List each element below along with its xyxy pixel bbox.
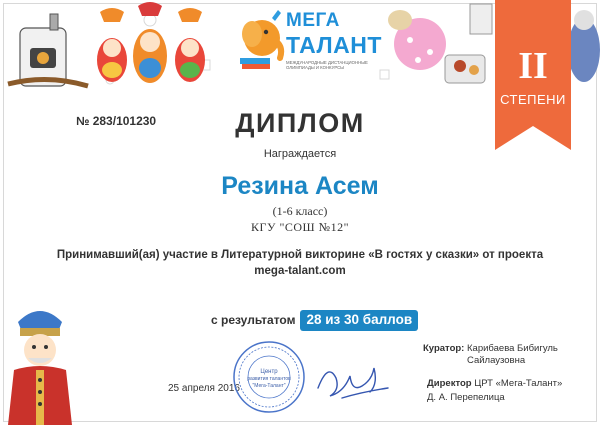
director-organization: ЦРТ «Мега-Талант» xyxy=(471,378,563,389)
participation-text: Принимавший(ая) участие в Литературной викторине «В гостях у сказки» от проекта xyxy=(56,249,544,261)
mega-talant-logo xyxy=(234,8,382,78)
awarded-label: Награждается xyxy=(263,148,337,160)
tsar-character-illustration xyxy=(0,300,80,425)
result-row xyxy=(211,310,418,330)
certificate-title: ДИПЛОМ xyxy=(235,108,365,138)
ribbon-degree-label: СТЕПЕНИ xyxy=(500,92,566,107)
result-label: с результатом xyxy=(211,313,296,327)
recipient-name: Резина Асем xyxy=(221,172,379,200)
project-site: mega-talant.com xyxy=(254,265,346,277)
certificate-number: № 283/101230 xyxy=(76,114,157,128)
director-label: Директор xyxy=(427,378,472,389)
recipient-school: КГУ "СОШ №12" xyxy=(251,220,349,234)
result-score-badge: 28 из 30 баллов xyxy=(300,310,418,331)
director-line xyxy=(427,378,562,389)
stamp-text-2: развития талантов xyxy=(247,376,291,382)
director-signature xyxy=(312,358,392,404)
ribbon-degree-numeral: II xyxy=(518,45,548,87)
logo-text-talant: ТАЛАНТ xyxy=(286,32,382,58)
issue-date: 25 апреля 2016 xyxy=(168,383,240,394)
curator-label: Куратор: xyxy=(423,343,465,354)
organization-stamp xyxy=(232,340,306,414)
logo-text-mega: МЕГА xyxy=(286,10,340,31)
recipient-grade: (1-6 класс) xyxy=(272,204,328,218)
director-name: Д. А. Перепелица xyxy=(427,392,505,403)
curator-name: Карибаева Бибигуль Сайлаузовна xyxy=(467,343,558,366)
elephant-logo-icon xyxy=(234,8,286,72)
logo-subtitle: МЕЖДУНАРОДНЫЕ ДИСТАНЦИОННЫЕ ОЛИМПИАДЫ И КОНКУРСЫ xyxy=(286,60,368,70)
stamp-text-1: Центр xyxy=(260,369,278,375)
stamp-text-3: "Мега-Талант" xyxy=(252,383,286,389)
